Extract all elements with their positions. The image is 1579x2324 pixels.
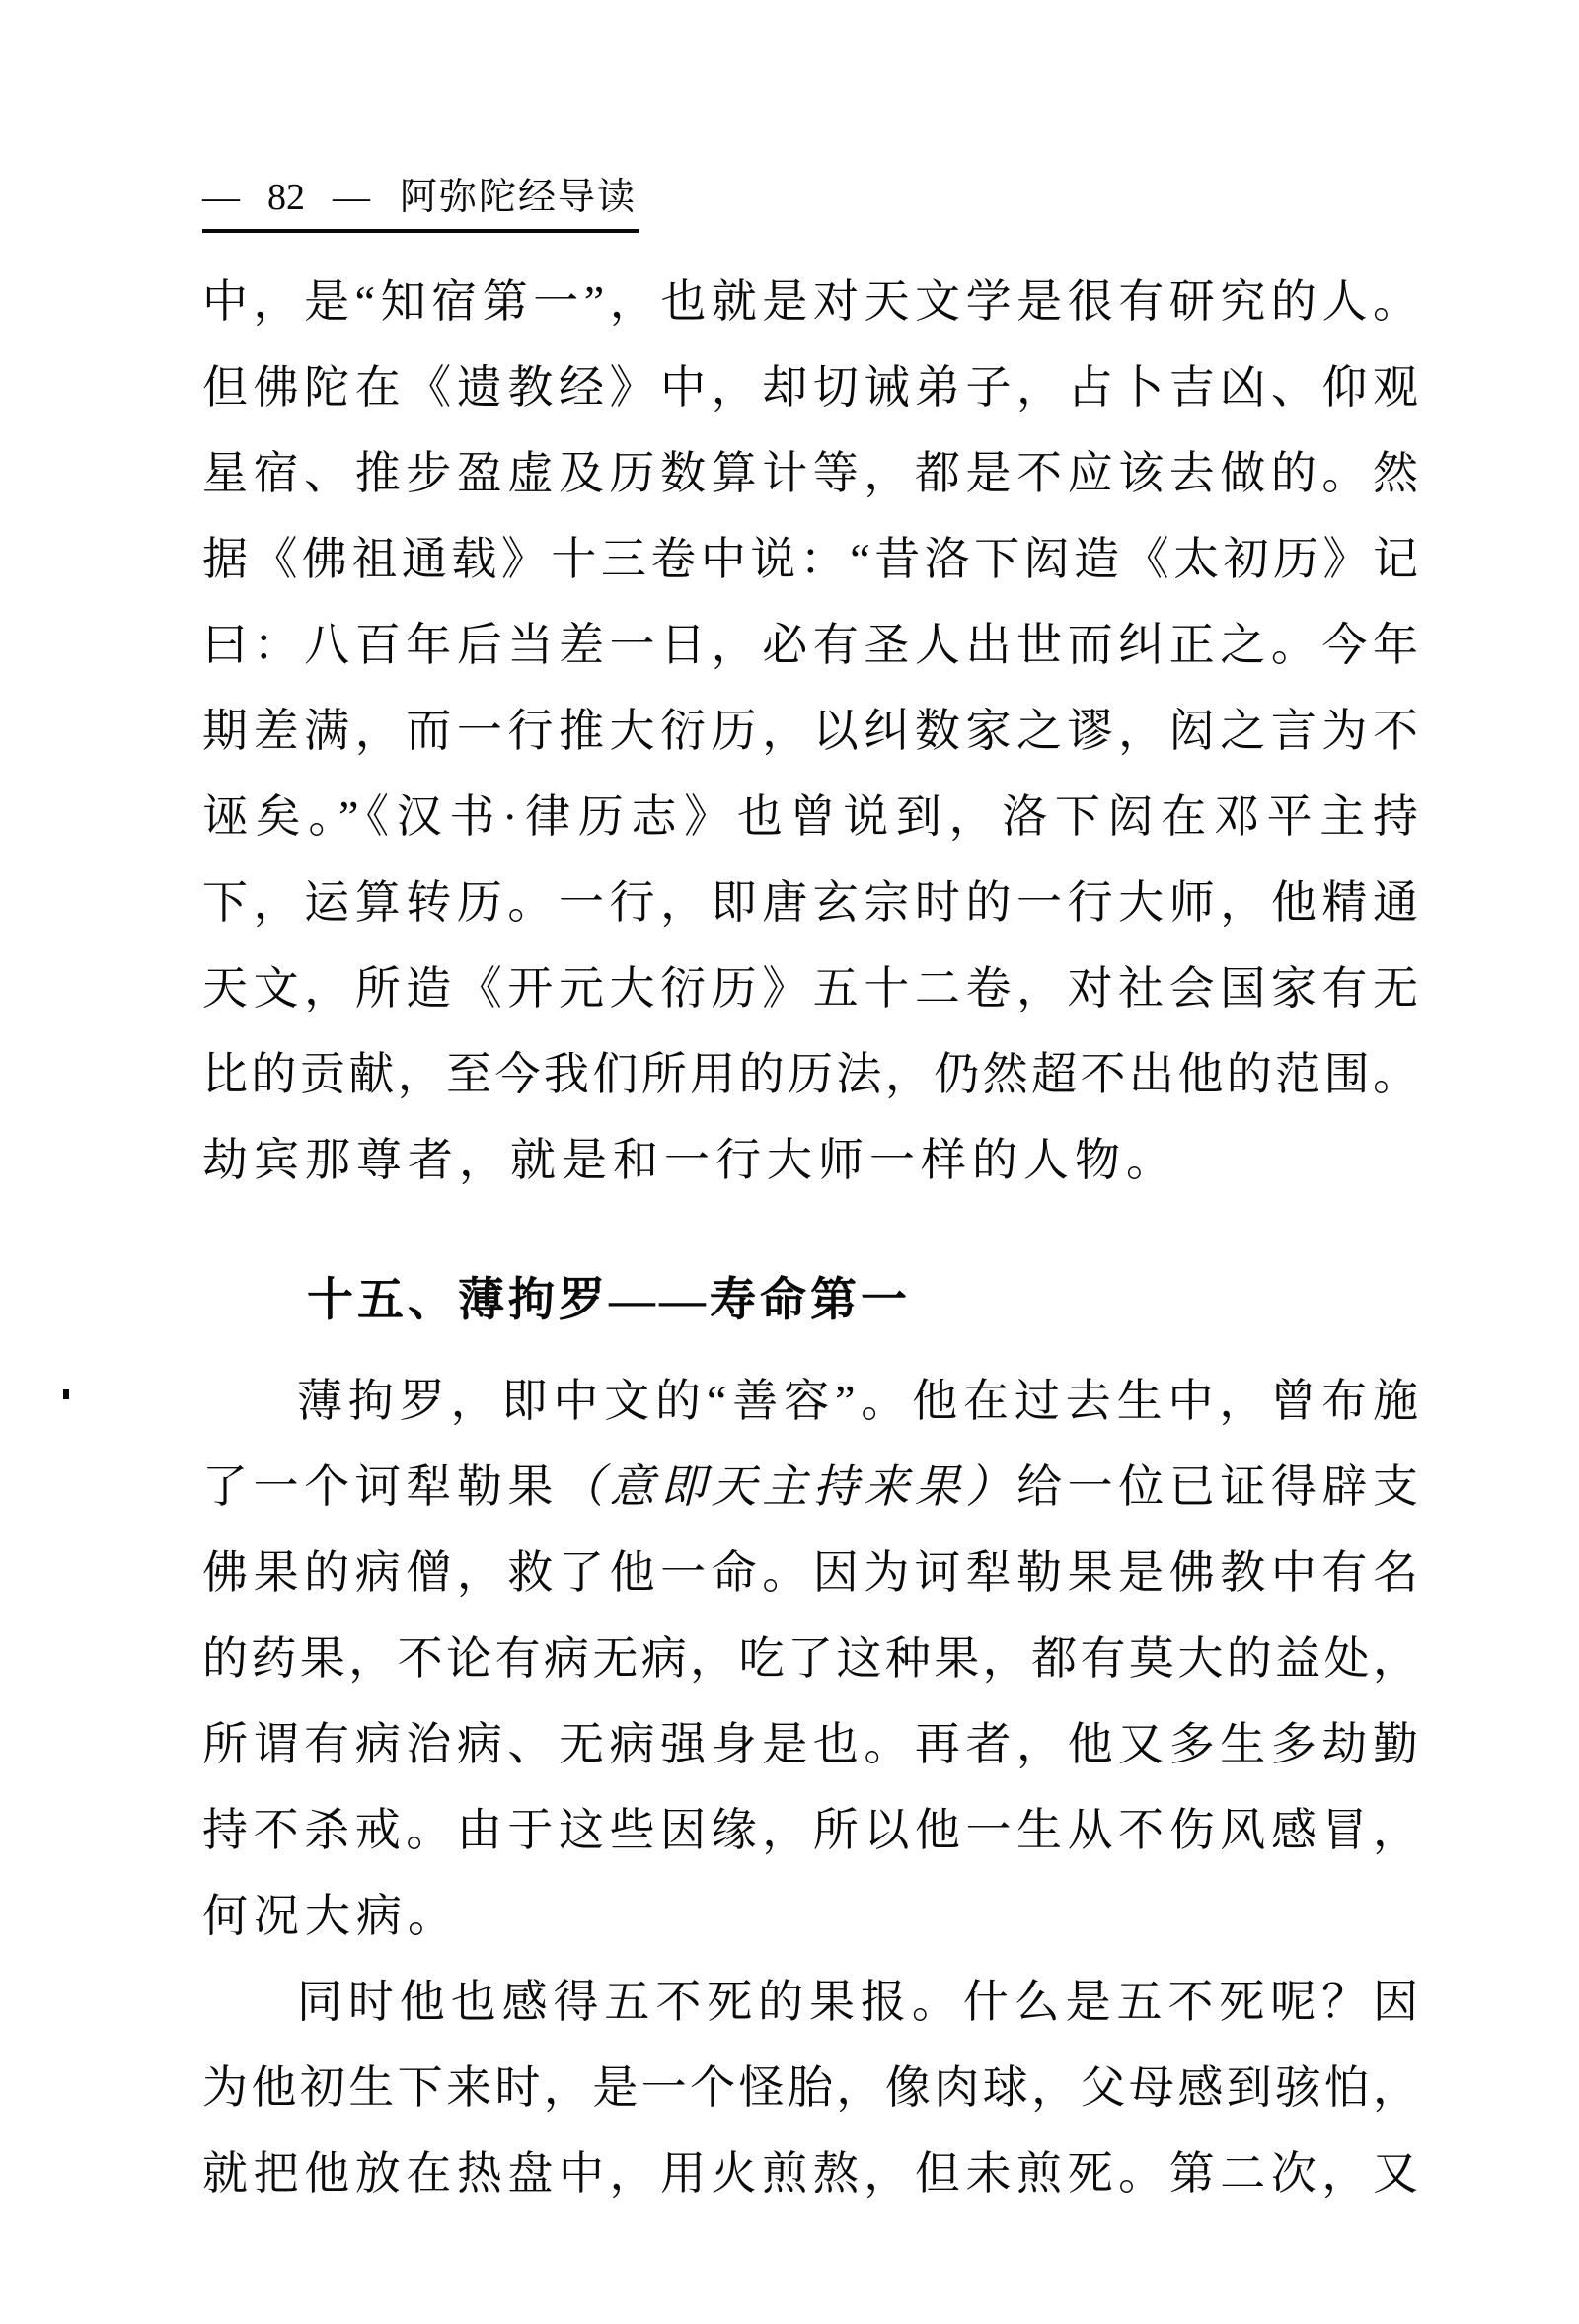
text-line: 天文，所造《开元大衍历》五十二卷，对社会国家有无 <box>202 963 1418 1013</box>
header-dash-right: — <box>333 177 370 218</box>
text-line: 的药果，不论有病无病，吃了这种果，都有莫大的益处， <box>202 1633 1418 1684</box>
page-header <box>202 176 637 219</box>
text-line: 佛果的病僧，救了他一命。因为诃犁勒果是佛教中有名 <box>202 1547 1418 1598</box>
text-line: 为他初生下来时，是一个怪胎，像肉球，父母感到骇怕， <box>202 2062 1418 2113</box>
text-segment: 了一个诃犁勒果 <box>202 1462 559 1512</box>
text-line <box>202 1444 1418 1530</box>
text-line: 劫宾那尊者，就是和一行大师一样的人物。 <box>202 1135 1177 1185</box>
text-line: 所谓有病治病、无病强身是也。再者，他又多生多劫勤 <box>202 1719 1418 1769</box>
text-line: 下，运算转历。一行，即唐玄宗时的一行大师，他精通 <box>202 877 1418 928</box>
text-line: 何况大病。 <box>202 1891 459 1941</box>
text-line: 诬矣。”《汉书·律历志》也曾说到，洛下闳在邓平主持 <box>202 791 1418 842</box>
text-line: 据《佛祖通载》十三卷中说：“昔洛下闳造《太初历》记 <box>202 534 1418 584</box>
book-title: 阿弥陀经导读 <box>400 177 638 218</box>
section-heading: 十五、薄拘罗——寿命第一 <box>307 1275 911 1326</box>
paragraph-3 <box>202 1959 1418 2216</box>
page-number: 82 <box>267 177 305 218</box>
page-body <box>202 259 1418 2216</box>
header-rule <box>202 229 639 233</box>
parenthetical-note: （意即天主持来果） <box>558 1462 1017 1512</box>
text-line: 比的贡献，至今我们所用的历法，仍然超不出他的范围。 <box>202 1049 1418 1099</box>
text-line: 中，是“知宿第一”，也就是对天文学是很有研究的人。 <box>202 276 1418 327</box>
text-line: 期差满，而一行推大衍历，以纠数家之谬，闳之言为不 <box>202 706 1418 756</box>
paragraph-1 <box>202 259 1418 1203</box>
text-line: 星宿、推步盈虚及历数算计等，都是不应该去做的。然 <box>202 448 1418 498</box>
paragraph-2 <box>202 1358 1418 1959</box>
text-line: 薄拘罗，即中文的“善容”。他在过去生中，曾布施 <box>297 1376 1418 1426</box>
text-line: 但佛陀在《遗教经》中，却切诫弟子，占卜吉凶、仰观 <box>202 362 1418 412</box>
ink-speck <box>63 1389 69 1399</box>
text-line: 同时他也感得五不死的果报。什么是五不死呢？因 <box>297 1977 1418 2027</box>
text-line: 持不杀戒。由于这些因缘，所以他一生从不伤风感冒， <box>202 1805 1418 1855</box>
header-dash-left: — <box>202 177 240 218</box>
text-segment: 给一位已证得辟支 <box>1016 1462 1419 1512</box>
text-line: 曰：八百年后当差一日，必有圣人出世而纠正之。今年 <box>202 620 1418 670</box>
text-line: 就把他放在热盘中，用火煎熬，但未煎死。第二次，又 <box>202 2148 1418 2199</box>
